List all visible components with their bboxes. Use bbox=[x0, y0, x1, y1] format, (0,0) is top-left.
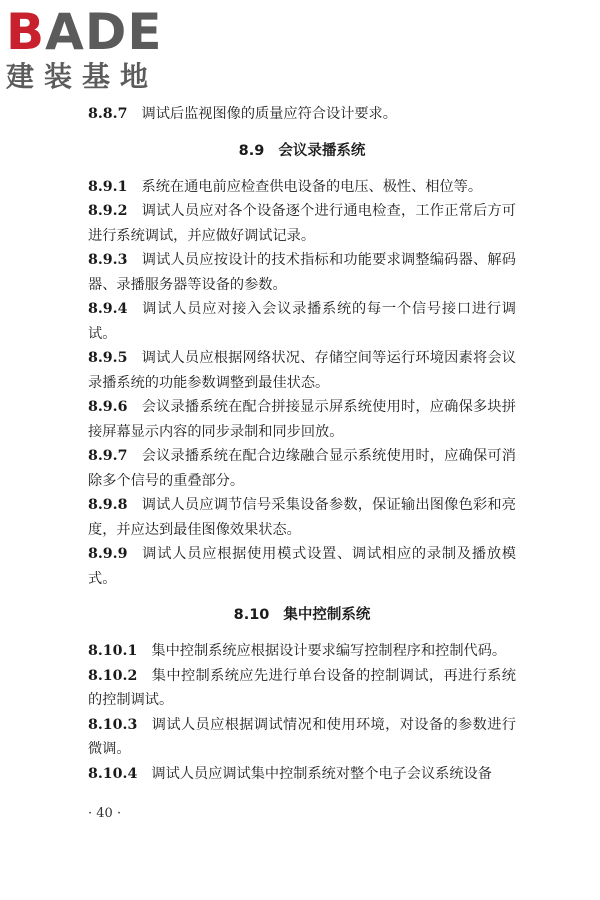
clause-text: 集中控制系统应根据设计要求编写控制程序和控制代码。 bbox=[151, 643, 507, 659]
clause-text: 调试人员应根据使用模式设置、调试相应的录制及播放模式。 bbox=[88, 546, 516, 587]
clause-number: 8.9.6 bbox=[88, 399, 128, 415]
clause-text: 调试人员应对各个设备逐个进行通电检查，工作正常后方可进行系统调试，并应做好调试记录。 bbox=[88, 203, 516, 244]
clause-paragraph bbox=[88, 493, 516, 542]
clause-number: 8.10.1 bbox=[88, 643, 138, 659]
section-heading bbox=[88, 603, 516, 627]
logo-word-rest: ADE bbox=[45, 3, 163, 61]
clause-text: 调试人员应对接入会议录播系统的每一个信号接口进行调试。 bbox=[88, 301, 516, 342]
clause-paragraph bbox=[88, 395, 516, 444]
brand-logo bbox=[6, 3, 176, 98]
document-body bbox=[88, 102, 516, 786]
clause-paragraph bbox=[88, 199, 516, 248]
clause-number: 8.8.7 bbox=[88, 106, 128, 122]
clause-paragraph bbox=[88, 542, 516, 591]
page-number: · 40 · bbox=[88, 806, 122, 821]
clause-number: 8.9.3 bbox=[88, 252, 128, 268]
clause-number: 8.9.8 bbox=[88, 497, 128, 513]
clause-number: 8.9.1 bbox=[88, 178, 128, 195]
section-heading-number: 8.9 bbox=[238, 142, 265, 159]
clause-number: 8.10.4 bbox=[88, 765, 138, 782]
clause-paragraph bbox=[88, 762, 516, 787]
clause-number: 8.10.2 bbox=[88, 667, 138, 684]
section-heading-title: 集中控制系统 bbox=[283, 607, 371, 623]
clause-number: 8.9.9 bbox=[88, 546, 128, 562]
clause-paragraph bbox=[88, 346, 516, 395]
clause-text: 调试人员应调试集中控制系统对整个电子会议系统设备 bbox=[151, 765, 492, 782]
clause-text: 调试人员应调节信号采集设备参数，保证输出图像色彩和亮度，并应达到最佳图像效果状态。 bbox=[88, 497, 516, 538]
clause-paragraph bbox=[88, 664, 516, 713]
clause-number: 8.9.5 bbox=[88, 350, 128, 366]
clause-paragraph bbox=[88, 639, 516, 664]
clause-paragraph bbox=[88, 444, 516, 493]
clause-text: 调试人员应按设计的技术指标和功能要求调整编码器、解码器、录播服务器等设备的参数。 bbox=[88, 252, 516, 293]
logo-accent-letter: B bbox=[6, 3, 46, 61]
clause-text: 会议录播系统在配合拼接显示屏系统使用时，应确保多块拼接屏幕显示内容的同步录制和同步回放。 bbox=[88, 399, 516, 440]
clause-text: 调试人员应根据调试情况和使用环境，对设备的参数进行微调。 bbox=[88, 716, 516, 757]
logo-subtitle: 建装基地 bbox=[6, 60, 159, 93]
clause-text: 会议录播系统在配合边缘融合显示系统使用时，应确保可消除多个信号的重叠部分。 bbox=[88, 448, 516, 489]
section-heading-title: 会议录播系统 bbox=[278, 142, 366, 159]
clause-paragraph bbox=[88, 248, 516, 297]
clause-number: 8.9.2 bbox=[88, 203, 128, 219]
clause-paragraph bbox=[88, 713, 516, 762]
clause-paragraph bbox=[88, 102, 516, 127]
clause-paragraph bbox=[88, 297, 516, 346]
section-heading-number: 8.10 bbox=[233, 607, 270, 623]
section-heading bbox=[88, 139, 516, 163]
clause-number: 8.9.7 bbox=[88, 448, 128, 464]
clause-text: 调试人员应根据网络状况、存储空间等运行环境因素将会议录播系统的功能参数调整到最佳状态。 bbox=[88, 350, 516, 391]
clause-text: 调试后监视图像的质量应符合设计要求。 bbox=[141, 106, 397, 122]
clause-text: 系统在通电前应检查供电设备的电压、极性、相位等。 bbox=[141, 178, 483, 195]
clause-paragraph bbox=[88, 175, 516, 200]
clause-number: 8.10.3 bbox=[88, 716, 138, 733]
clause-number: 8.9.4 bbox=[88, 301, 128, 317]
clause-text: 集中控制系统应先进行单台设备的控制调试，再进行系统的控制调试。 bbox=[88, 667, 516, 708]
logo-wordmark bbox=[6, 3, 176, 61]
